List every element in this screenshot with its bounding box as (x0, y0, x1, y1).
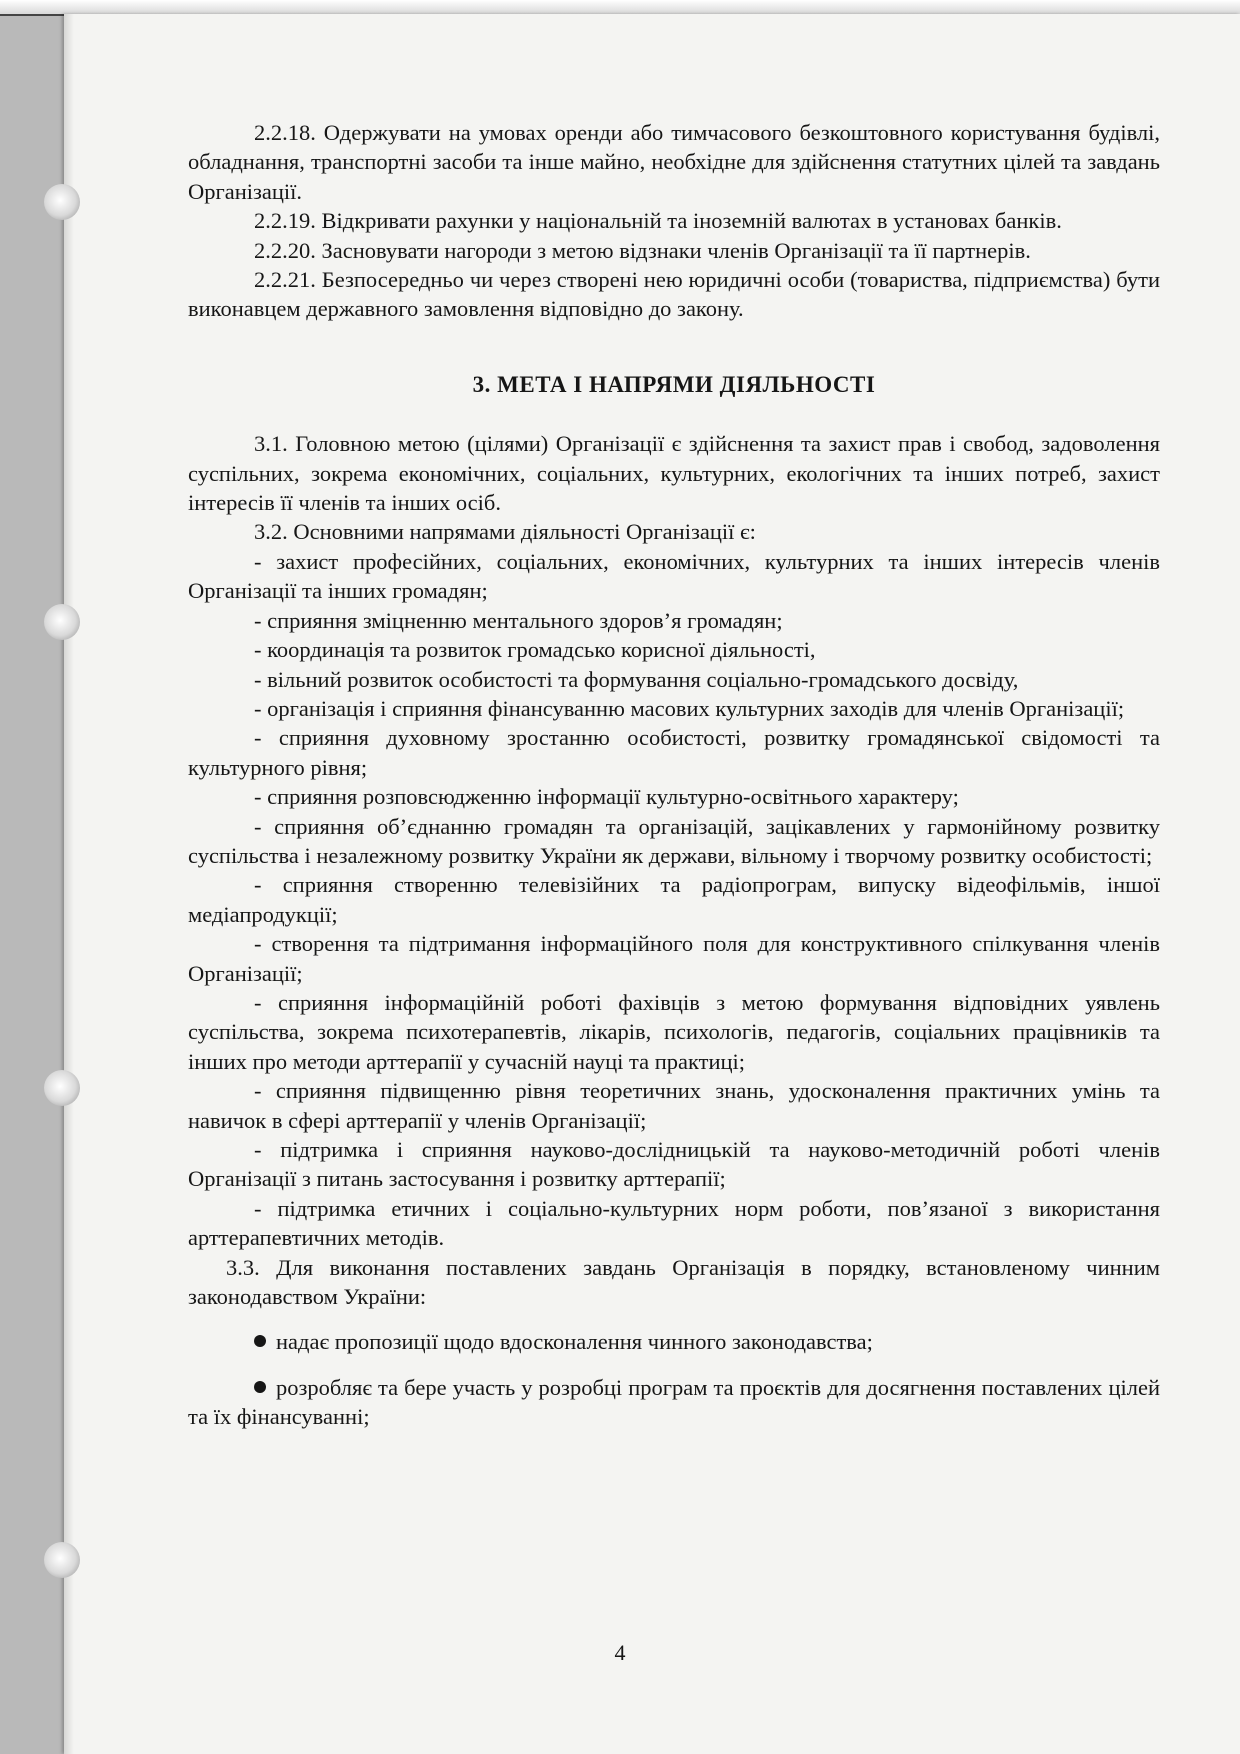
clause-2-2-20: 2.2.20. Засновувати нагороди з метою відзнаки членів Організації та її партнерів. (254, 237, 1031, 263)
clause-2-2-21: 2.2.21. Безпосередньо чи через створені нею юридичні особи (товариства, підприємства) бути виконавцем державного замовлення відповідно до закону. (188, 267, 1160, 322)
direction-item: - вільний розвиток особистості та формування соціально-громадського досвіду, (254, 666, 1019, 692)
clause-3-2: 3.2. Основними напрямами діяльності Організації є: (254, 519, 756, 545)
punch-hole-icon (44, 184, 80, 220)
punch-hole-icon (44, 604, 80, 640)
direction-item: - координація та розвиток громадсько корисної діяльності, (254, 637, 816, 663)
document-body (188, 118, 1160, 1432)
clause-2-2-18: 2.2.18. Одержувати на умовах оренди або тимчасового безкоштовного користування будівлі, обладнання, транспортні засоби та інше майно, необхідне для здійснення статутних цілей та завдань Організації. (188, 120, 1160, 204)
bullet-item (188, 1373, 1160, 1432)
page-edge-shadow (64, 14, 74, 1754)
bullet-text: надає пропозиції щодо вдосконалення чинного законодавства; (276, 1329, 873, 1355)
direction-item: - сприяння розповсюдженню інформації культурно-освітнього характеру; (254, 784, 959, 810)
direction-item: - сприяння зміцненню ментального здоров’я громадян; (254, 607, 783, 633)
direction-item: - сприяння створенню телевізійних та радіопрограм, випуску відеофільмів, іншої медіапродукції; (188, 872, 1160, 927)
direction-item: - створення та підтримання інформаційного поля для конструктивного спілкування членів Організації; (188, 931, 1160, 986)
direction-item: - сприяння об’єднанню громадян та організацій, зацікавлених у гармонійному розвитку суспільства і незалежному розвитку України як держави, вільному і творчому розвитку особистості; (188, 813, 1160, 868)
clause-3-3: 3.3. Для виконання поставлених завдань Організація в порядку, встановленому чинним законодавством України: (188, 1254, 1160, 1310)
direction-item: - захист професійних, соціальних, економічних, культурних та інших інтересів членів Організації та інших громадян; (188, 548, 1160, 604)
direction-item: - організація і сприяння фінансуванню масових культурних заходів для членів Організації; (254, 695, 1125, 721)
direction-item: - підтримка етичних і соціально-культурних норм роботи, пов’язаної з використання арттерапевтичних методів. (188, 1195, 1160, 1251)
punch-hole-icon (44, 1542, 80, 1578)
page-number: 4 (614, 1640, 626, 1665)
clause-3-1: 3.1. Головною метою (цілями) Організації є здійснення та захист прав і свобод, задоволення суспільних, зокрема економічних, соціальних, культурних, екологічних та інших потреб, захист інтересів її членів та інших осіб. (188, 431, 1160, 516)
section-heading: 3. МЕТА І НАПРЯМИ ДІЯЛЬНОСТІ (472, 371, 876, 397)
direction-item: - сприяння інформаційній роботі фахівців з метою формування відповідних уявлень суспільства, зокрема психотерапевтів, лікарів, психологів, педагогів, соціальних працівників та інших про методи арттерапії у сучасній науці та практиці; (188, 989, 1160, 1074)
bullet-item (188, 1327, 1160, 1356)
punch-hole-icon (44, 1070, 80, 1106)
direction-item: - підтримка і сприяння науково-дослідницькій та науково-методичній роботі членів Організації з питань застосування і розвитку арттерапії; (188, 1137, 1160, 1192)
bullet-text: розробляє та бере участь у розробці програм та проєктів для досягнення поставлених цілей та їх фінансуванні; (188, 1374, 1160, 1430)
direction-item: - сприяння підвищенню рівня теоретичних знань, удосконалення практичних умінь та навичок в сфері арттерапії у членів Організації; (188, 1078, 1160, 1133)
bullet-dot-icon (254, 1335, 266, 1347)
clause-2-2-19: 2.2.19. Відкривати рахунки у національній та іноземній валютах в установах банків. (254, 208, 1062, 234)
bullet-dot-icon (254, 1381, 266, 1393)
direction-item: - сприяння духовному зростанню особистості, розвитку громадянської свідомості та культурного рівня; (188, 725, 1160, 780)
